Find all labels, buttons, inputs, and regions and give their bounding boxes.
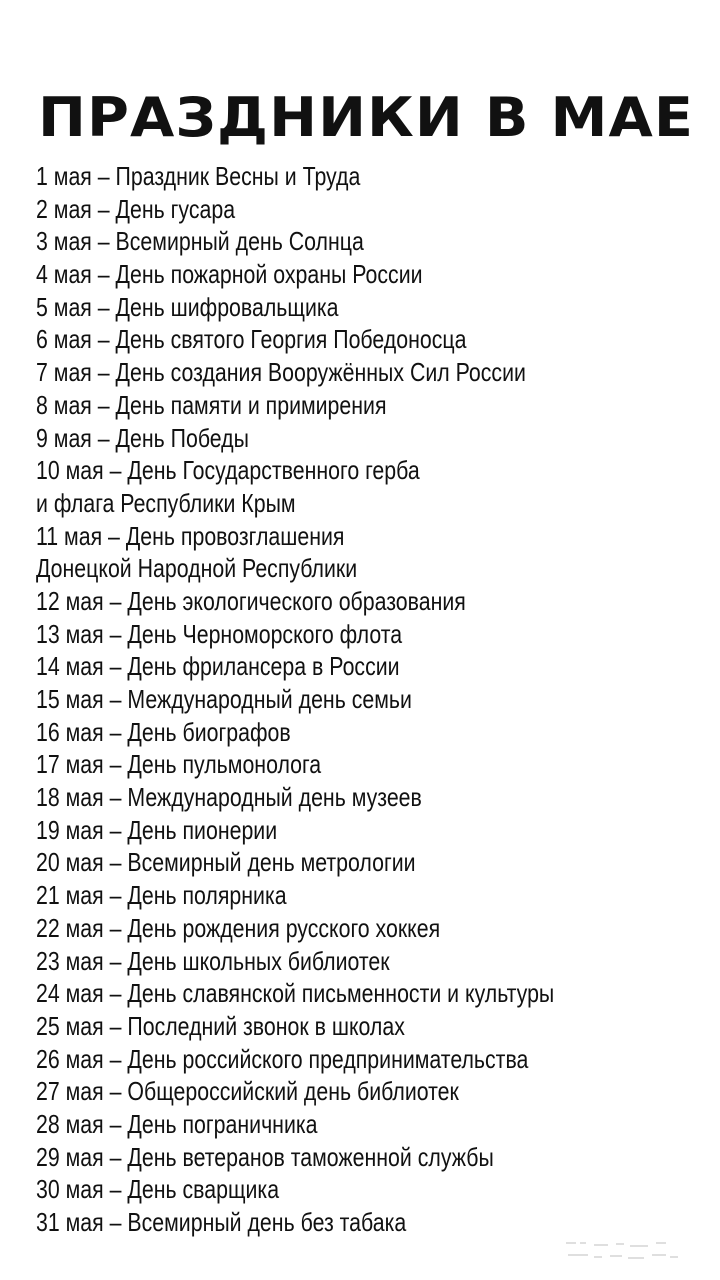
page-title: ПРАЗДНИКИ В МАЕ bbox=[38, 86, 695, 149]
list-item: 2 мая – День гусара bbox=[36, 193, 236, 224]
list-item: 8 мая – День памяти и примирения bbox=[36, 389, 387, 420]
list-item: 11 мая – День провозглашения bbox=[36, 520, 345, 551]
list-item: 14 мая – День фрилансера в России bbox=[36, 651, 400, 682]
list-item: 29 мая – День ветеранов таможенной службы bbox=[36, 1141, 494, 1172]
list-item: 5 мая – День шифровальщика bbox=[36, 291, 339, 322]
list-item: 25 мая – Последний звонок в школах bbox=[36, 1010, 405, 1041]
list-item: 17 мая – День пульмонолога bbox=[36, 749, 322, 780]
holiday-list bbox=[36, 160, 696, 1239]
list-item: 24 мая – День славянской письменности и культуры bbox=[36, 978, 555, 1009]
list-item: 23 мая – День школьных библиотек bbox=[36, 945, 390, 976]
list-item: 28 мая – День пограничника bbox=[36, 1108, 318, 1139]
list-item: 12 мая – День экологического образования bbox=[36, 585, 466, 616]
list-item: 16 мая – День биографов bbox=[36, 716, 291, 747]
list-item: 10 мая – День Государственного герба bbox=[36, 455, 420, 486]
list-item: 22 мая – День рождения русского хоккея bbox=[36, 912, 441, 943]
list-item: 27 мая – Общероссийский день библиотек bbox=[36, 1076, 459, 1107]
list-item: 4 мая – День пожарной охраны России bbox=[36, 259, 423, 290]
list-item: 30 мая – День сварщика bbox=[36, 1174, 280, 1205]
list-item: 20 мая – Всемирный день метрологии bbox=[36, 847, 416, 878]
list-item: 1 мая – Праздник Весны и Труда bbox=[36, 161, 361, 191]
faint-watermark bbox=[564, 1238, 684, 1268]
list-item: 13 мая – День Черноморского флота bbox=[36, 618, 403, 649]
list-item: 26 мая – День российского предпринимательства bbox=[36, 1043, 529, 1074]
list-item: 15 мая – Международный день семьи bbox=[36, 684, 412, 714]
list-item-continuation: и флага Республики Крым bbox=[36, 487, 296, 518]
list-item-continuation: Донецкой Народной Республики bbox=[36, 553, 358, 584]
list-item: 6 мая – День святого Георгия Победоносца bbox=[36, 324, 467, 355]
list-item: 9 мая – День Победы bbox=[36, 422, 249, 453]
list-item: 18 мая – Международный день музеев bbox=[36, 782, 422, 813]
list-item: 19 мая – День пионерии bbox=[36, 814, 278, 845]
list-item: 31 мая – Всемирный день без табака bbox=[36, 1207, 407, 1237]
list-item: 3 мая – Всемирный день Солнца bbox=[36, 226, 364, 257]
list-item: 7 мая – День создания Вооружённых Сил России bbox=[36, 357, 526, 388]
list-item: 21 мая – День полярника bbox=[36, 880, 287, 911]
